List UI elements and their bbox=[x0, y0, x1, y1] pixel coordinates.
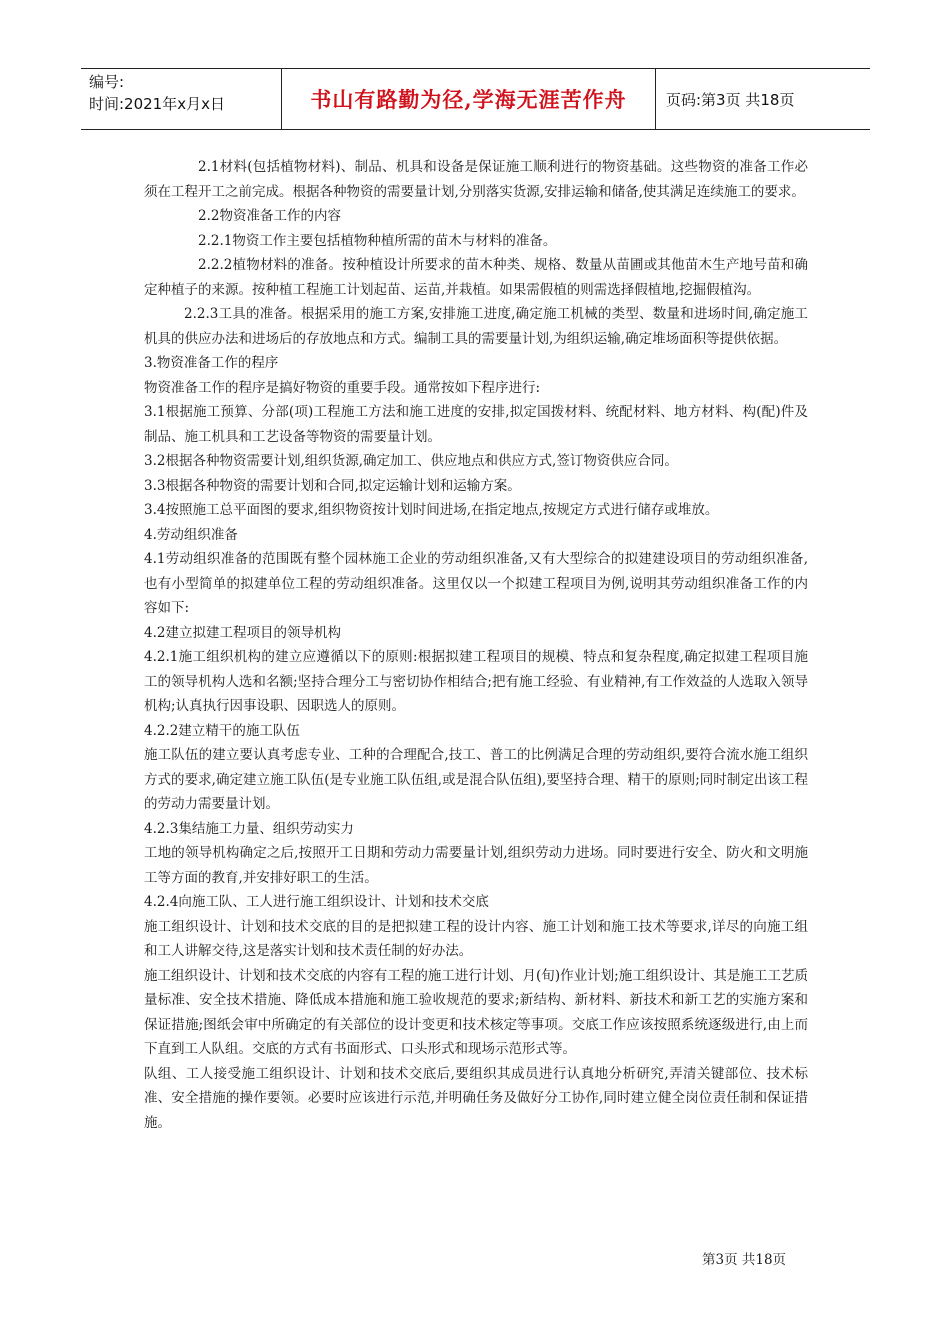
paragraph: 4.1劳动组织准备的范围既有整个园林施工企业的劳动组织准备,又有大型综合的拟建建设项目的劳动组织准备,也有小型简单的拟建单位工程的劳动组织准备。这里仅以一个拟建工程项目为例,说明其劳动组织准备工作的内容如下: bbox=[144, 551, 808, 616]
paragraph: 2.2.1物资工作主要包括植物种植所需的苗木与材料的准备。 bbox=[198, 232, 557, 249]
paragraph: 3.2根据各种物资需要计划,组织货源,确定加工、供应地点和供应方式,签订物资供应合同。 bbox=[144, 453, 678, 469]
page-footer: 第3页 共18页 bbox=[702, 1252, 787, 1268]
paragraph: 3.3根据各种物资的需要计划和合同,拟定运输计划和运输方案。 bbox=[144, 477, 521, 494]
paragraph: 2.2.2植物材料的准备。按种植设计所要求的苗木种类、规格、数量从苗圃或其他苗木生产地号苗和确定种植子的来源。按种植工程施工计划起苗、运苗,并栽植。如果需假植的则需选择假植地,挖掘假植沟。 bbox=[144, 257, 808, 298]
paragraph: 4.劳动组织准备 bbox=[144, 526, 238, 543]
paragraph: 3.1根据施工预算、分部(项)工程施工方法和施工进度的安排,拟定国拨材料、统配材料、地方材料、构(配)件及制品、施工机具和工艺设备等物资的需要量计划。 bbox=[144, 404, 808, 445]
header-motto: 书山有路勤为径,学海无涯苦作舟 bbox=[282, 69, 656, 129]
paragraph: 工地的领导机构确定之后,按照开工日期和劳动力需要量计划,组织劳动力进场。同时要进行安全、防火和文明施工等方面的教育,并安排好职工的生活。 bbox=[144, 845, 808, 886]
paragraph: 施工组织设计、计划和技术交底的目的是把拟建工程的设计内容、施工计划和施工技术等要求,详尽的向施工组和工人讲解交待,这是落实计划和技术责任制的好办法。 bbox=[144, 918, 808, 959]
header-page-number: 页码:第3页 共18页 bbox=[666, 90, 795, 109]
paragraph: 3.4按照施工总平面图的要求,组织物资按计划时间进场,在指定地点,按规定方式进行储存或堆放。 bbox=[144, 502, 719, 518]
page-header bbox=[81, 68, 870, 130]
paragraph: 2.2.3工具的准备。根据采用的施工方案,安排施工进度,确定施工机械的类型、数量和进场时间,确定施工机具的供应办法和进场后的存放地点和方式。编制工具的需要量计划,为组织运输,确定堆场面积等提供依据。 bbox=[144, 306, 808, 347]
paragraph: 4.2.1施工组织机构的建立应遵循以下的原则:根据拟建工程项目的规模、特点和复杂程度,确定拟建工程项目施工的领导机构人选和名额;坚持合理分工与密切协作相结合;把有施工经验、有业精神,有工作效益的人选取入领导机构;认真执行因事设职、因职选人的原则。 bbox=[144, 649, 808, 714]
paragraph: 2.2物资准备工作的内容 bbox=[198, 208, 341, 224]
paragraph: 4.2.2建立精干的施工队伍 bbox=[144, 722, 300, 739]
paragraph: 3.物资准备工作的程序 bbox=[144, 355, 279, 371]
paragraph: 物资准备工作的程序是搞好物资的重要手段。通常按如下程序进行: bbox=[144, 379, 541, 396]
document-body bbox=[144, 155, 808, 1135]
paragraph: 4.2.3集结施工力量、组织劳动实力 bbox=[144, 820, 354, 837]
paragraph: 队组、工人接受施工组织设计、计划和技术交底后,要组织其成员进行认真地分析研究,弄清关键部位、技术标准、安全措施的操作要领。必要时应该进行示范,并明确任务及做好分工协作,同时建立健全岗位责任制和保证措施。 bbox=[144, 1065, 808, 1131]
time-label: 时间:2021年x月x日 bbox=[89, 95, 225, 113]
paragraph: 施工组织设计、计划和技术交底的内容有工程的施工进行计划、月(旬)作业计划;施工组织设计、其是施工工艺质量标准、安全技术措施、降低成本措施和施工验收规范的要求;新结构、新材料、新技术和新工艺的实施方案和保证措施;图纸会审中所确定的有关部位的设计变更和技术核定等事项。交底工作应该按照系统逐级进行,由上而下直到工人队组。交底的方式有书面形式、口头形式和现场示范形式等。 bbox=[144, 967, 808, 1057]
paragraph: 施工队伍的建立要认真考虑专业、工种的合理配合,技工、普工的比例满足合理的劳动组织,要符合流水施工组织方式的要求,确定建立施工队伍(是专业施工队伍组,或是混合队伍组),要坚持合理、精干的原则;同时制定出该工程的劳动力需要量计划。 bbox=[144, 747, 808, 812]
paragraph: 2.1材料(包括植物材料)、制品、机具和设备是保证施工顺利进行的物资基础。这些物资的准备工作必须在工程开工之前完成。根据各种物资的需要量计划,分别落实货源,安排运输和储备,使其满足连续施工的要求。 bbox=[144, 159, 808, 200]
paragraph: 4.2.4向施工队、工人进行施工组织设计、计划和技术交底 bbox=[144, 894, 489, 910]
header-meta-cell bbox=[81, 69, 282, 129]
paragraph: 4.2建立拟建工程项目的领导机构 bbox=[144, 624, 341, 641]
serial-label: 编号: bbox=[89, 73, 125, 91]
